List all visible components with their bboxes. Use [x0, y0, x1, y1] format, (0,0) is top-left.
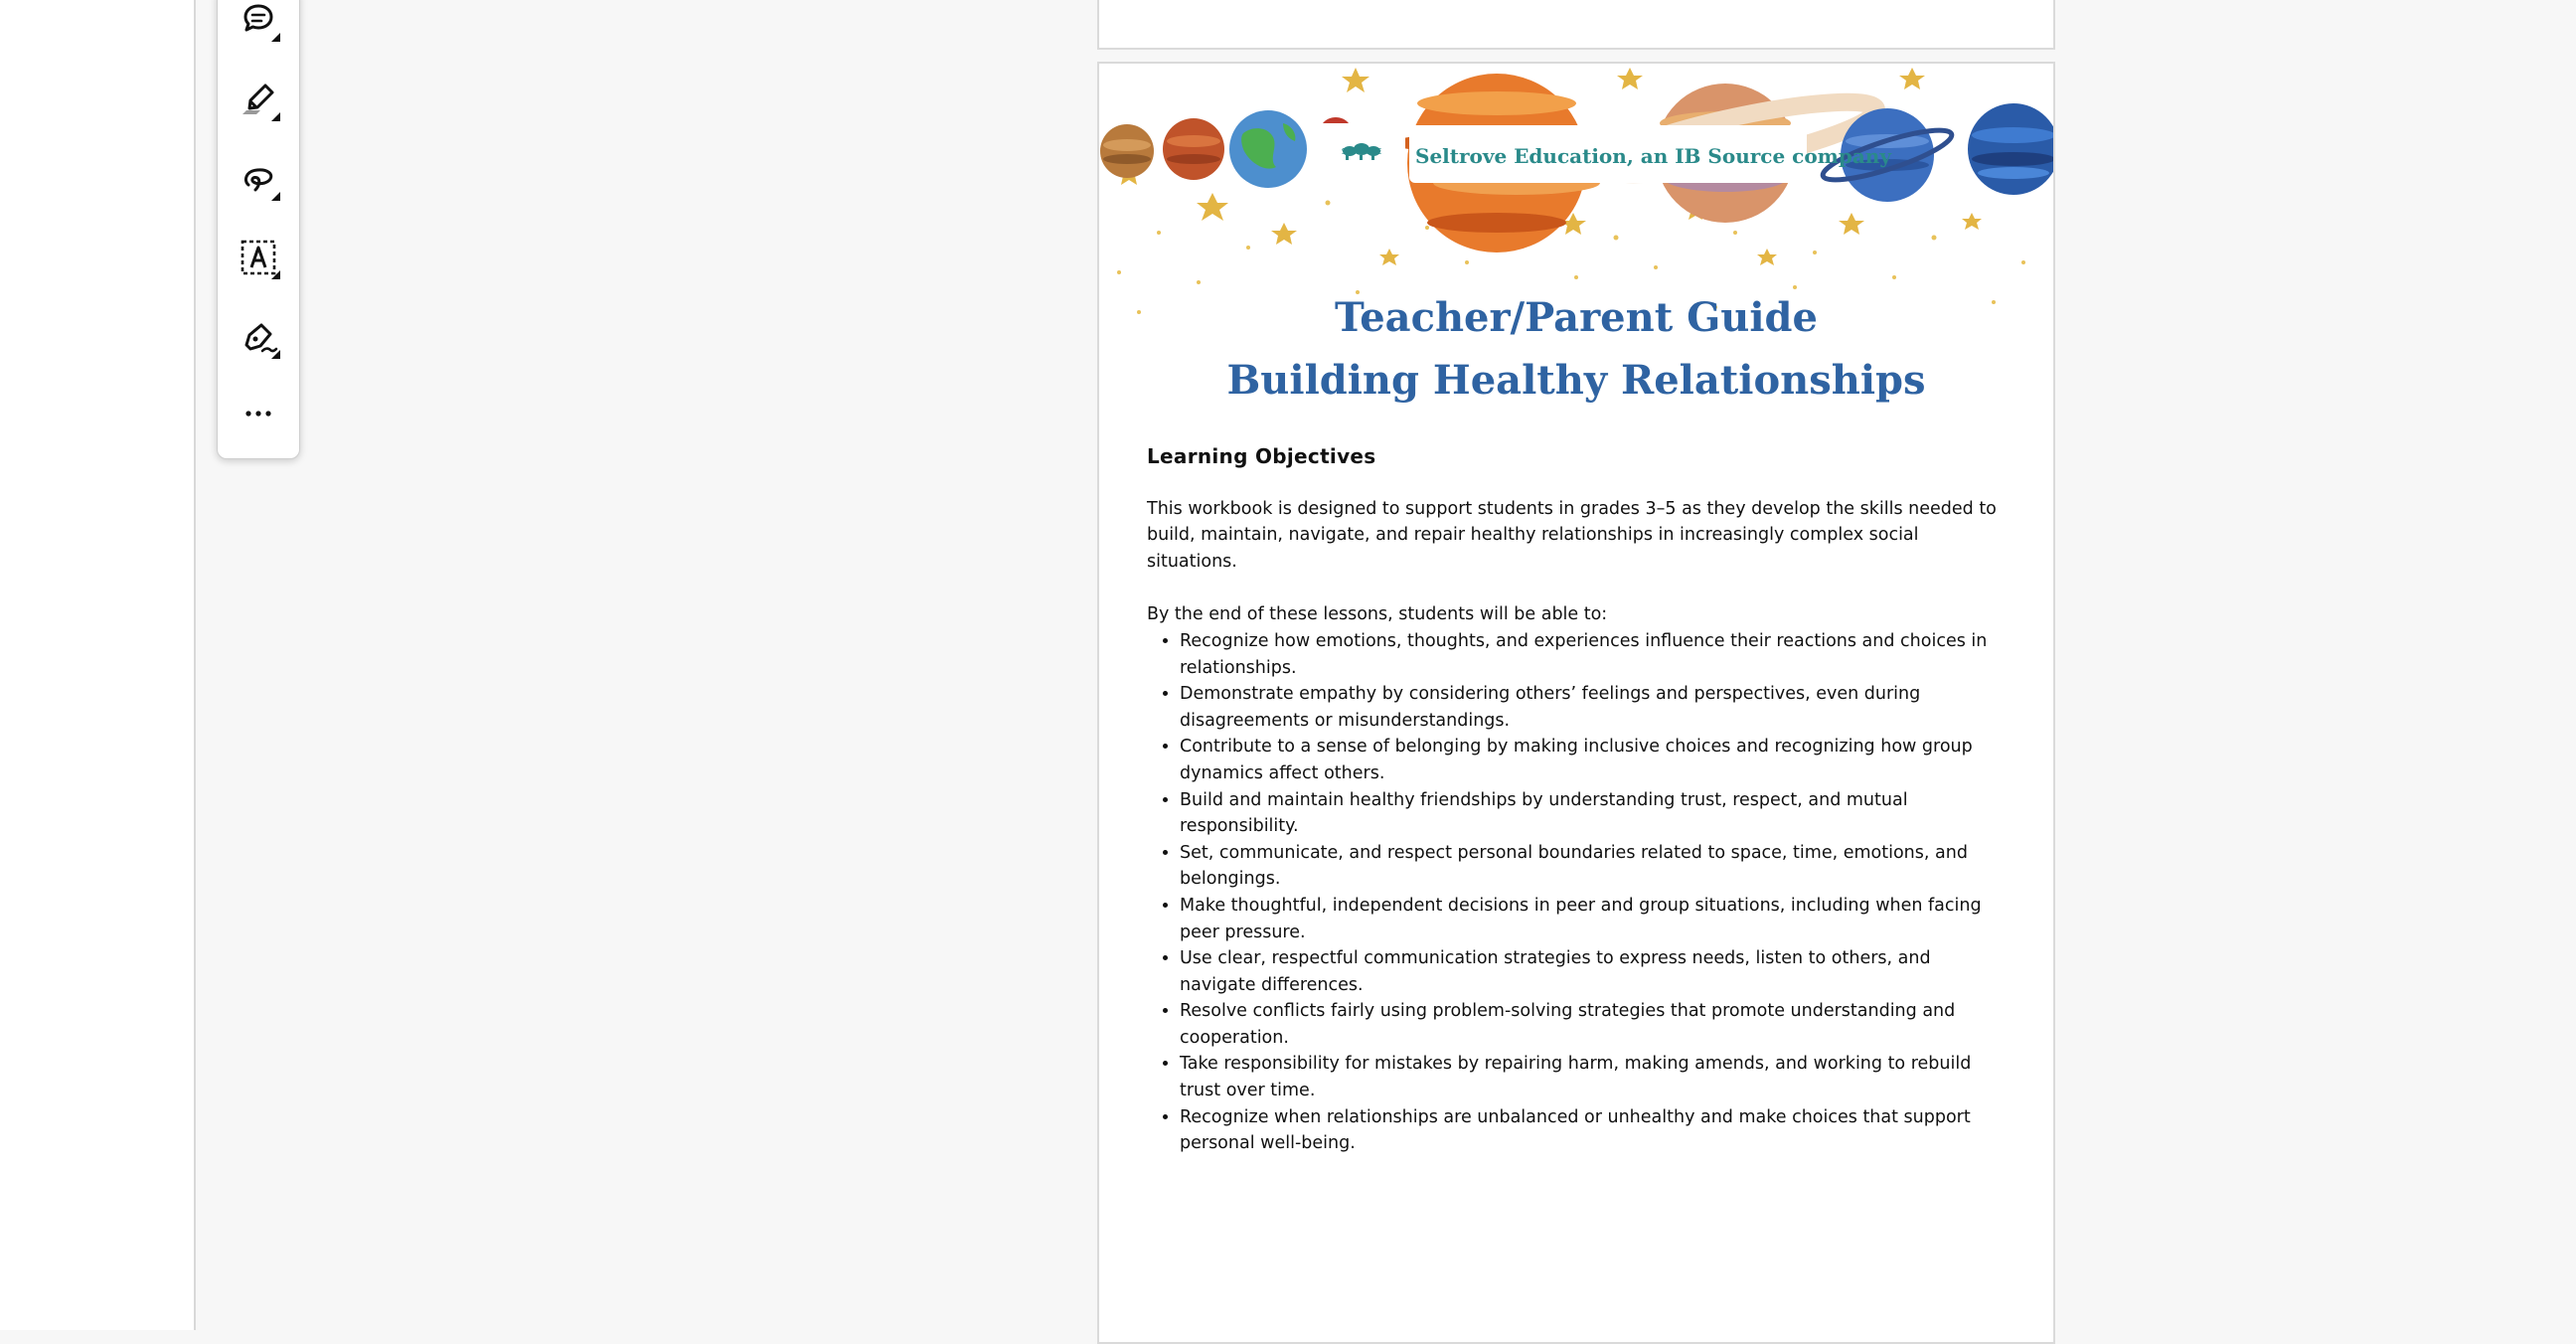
more-tools-icon: [239, 394, 278, 433]
submenu-indicator: [271, 350, 280, 359]
objectives-list: [1147, 628, 2012, 1157]
list-item: • Resolve conflicts fairly using problem-solving strategies that promote understanding and cooperation.: [1180, 998, 2012, 1051]
section-heading: Learning Objectives: [1147, 444, 1376, 468]
submenu-indicator: [271, 112, 280, 121]
comment-tool-button[interactable]: [231, 0, 286, 48]
list-item: • Contribute to a sense of belonging by making inclusive choices and recognizing how group dynamics affect others.: [1180, 734, 2012, 786]
space-banner-image: [1099, 64, 2053, 322]
logo-text: SELTROVE: [1341, 147, 1382, 156]
annotation-toolbar: [217, 0, 300, 459]
title-line-2: Building Healthy Relationships: [1226, 357, 1926, 404]
intro-paragraph: This workbook is designed to support students in grades 3–5 as they develop the skills needed to build, maintain, navigate, and repair healthy relationships in increasingly complex social situations.: [1147, 498, 1997, 572]
brand-text: Seltrove Education, an IB Source company: [1415, 144, 1891, 168]
left-side-panel: [0, 0, 196, 1330]
title-line-1: Teacher/Parent Guide: [1335, 294, 1818, 341]
submenu-indicator: [271, 192, 280, 201]
list-item: • Take responsibility for mistakes by repairing harm, making amends, and working to rebuild trust over time.: [1180, 1051, 2012, 1103]
lead-in-text: By the end of these lessons, students will be able to:: [1147, 604, 1608, 625]
text-box-tool-button[interactable]: [231, 230, 286, 285]
list-item: • Demonstrate empathy by considering others’ feelings and perspectives, even during disagreements or misunderstandings.: [1180, 681, 2012, 734]
submenu-indicator: [271, 270, 280, 279]
document-page: [1097, 62, 2055, 1344]
highlight-tool-button[interactable]: [231, 72, 286, 127]
more-tools-button[interactable]: [231, 386, 286, 441]
list-item: • Make thoughtful, independent decisions in peer and group situations, including when facing peer pressure.: [1180, 893, 2012, 945]
previous-page: [1097, 0, 2055, 50]
list-item: • Use clear, respectful communication strategies to express needs, listen to others, and navigate differences.: [1180, 945, 2012, 998]
list-item: • Recognize how emotions, thoughts, and experiences influence their reactions and choices in relationships.: [1180, 628, 2012, 681]
list-item: • Build and maintain healthy friendships by understanding trust, respect, and mutual responsibility.: [1180, 787, 2012, 840]
document-content: [1147, 443, 2012, 1157]
sign-tool-button[interactable]: [231, 309, 286, 365]
list-item: • Set, communicate, and respect personal boundaries related to space, time, emotions, and belongings.: [1180, 840, 2012, 893]
submenu-indicator: [271, 33, 280, 42]
list-item: • Recognize when relationships are unbalanced or unhealthy and make choices that support personal well-being.: [1180, 1104, 2012, 1157]
draw-tool-button[interactable]: [231, 151, 286, 207]
